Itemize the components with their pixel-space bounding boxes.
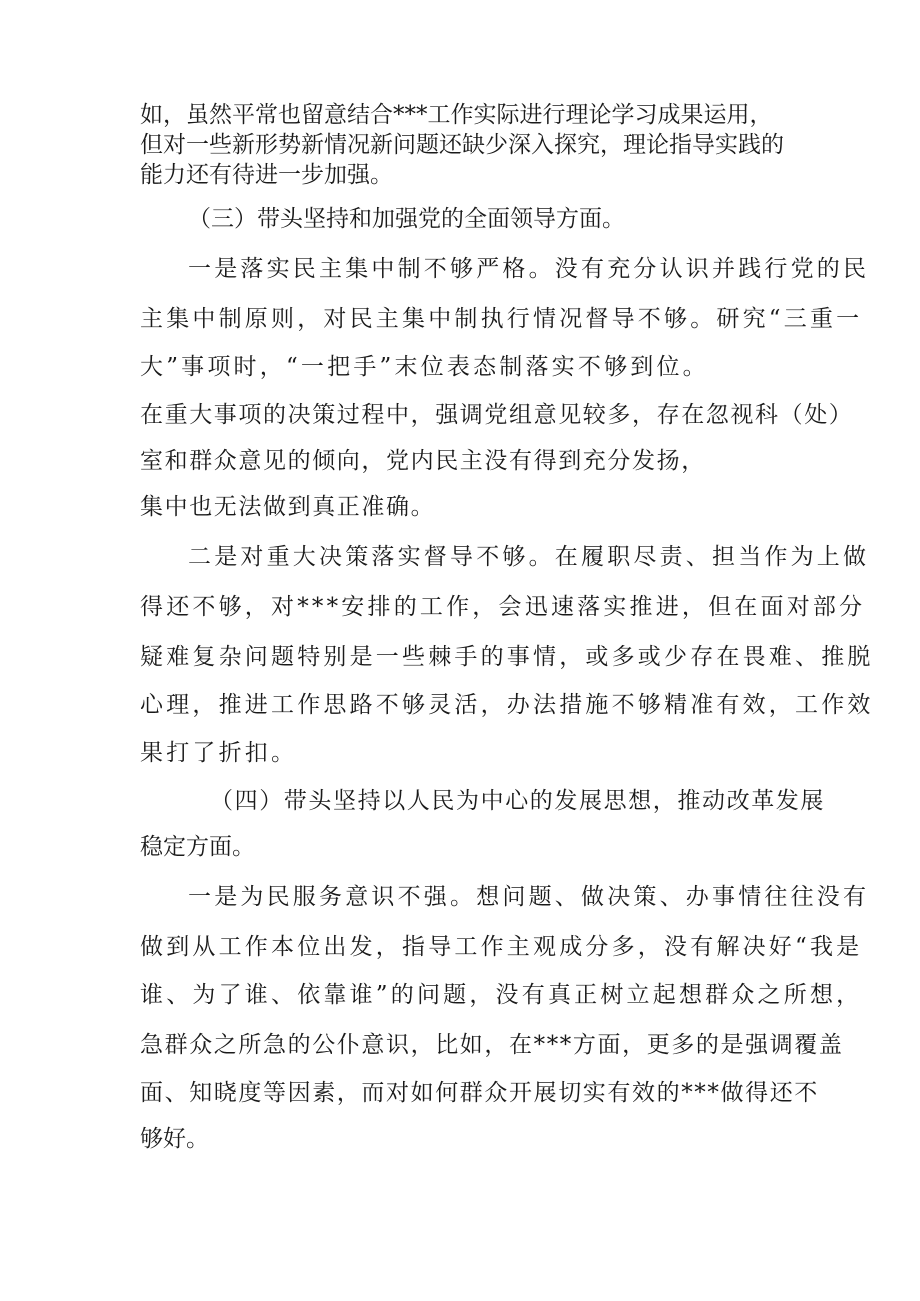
text-line: 室和群众意见的倾向，党内民主没有得到充分发扬，: [140, 448, 706, 474]
text-line: 集中也无法做到真正准确。: [140, 494, 436, 520]
text-line: 能力还有待进一步加强。: [140, 162, 393, 188]
section-heading-3: （三）带头坚持和加强党的全面领导方面。: [188, 206, 625, 232]
text-line: 心理，推进工作思路不够灵活，办法措施不够精准有效，工作效: [140, 692, 874, 718]
text-line: 疑难复杂问题特别是一些棘手的事情，或多或少存在畏难、推脱: [140, 644, 874, 670]
text-line: 二是对重大决策落实督导不够。在履职尽责、担当作为上做: [188, 544, 870, 570]
text-line: 一是落实民主集中制不够严格。没有充分认识并践行党的民: [188, 256, 870, 282]
text-line: 面、知晓度等因素，而对如何群众开展切实有效的***做得还不: [140, 1080, 819, 1106]
text-line: 够好。: [140, 1126, 209, 1152]
text-line: 一是为民服务意识不强。想问题、做决策、办事情往往没有: [188, 884, 870, 910]
text-line: 做到从工作本位出发，指导工作主观成分多，没有解决好“我是: [140, 934, 863, 960]
text-line: 果打了折扣。: [140, 740, 298, 766]
text-line: 得还不够，对***安排的工作，会迅速落实推进，但在面对部分: [140, 594, 866, 620]
text-line: 急群众之所急的公仆意识，比如，在***方面，更多的是强调覆盖: [140, 1032, 844, 1058]
text-line: 大”事项时，“一把手”末位表态制落实不够到位。: [140, 354, 709, 380]
section-heading-4: （四）带头坚持以人民为中心的发展思想，推动改革发展: [210, 788, 825, 814]
section-heading-4-cont: 稳定方面。: [140, 834, 255, 860]
text-line: 如，虽然平常也留意结合***工作实际进行理论学习成果运用，: [140, 102, 773, 128]
text-line: 谁、为了谁、依靠谁”的问题，没有真正树立起想群众之所想，: [140, 982, 863, 1008]
text-line: 在重大事项的决策过程中，强调党组意见较多，存在忽视科（处）: [140, 402, 854, 428]
text-line: 但对一些新形势新情况新问题还缺少深入探究，理论指导实践的: [140, 132, 784, 158]
text-line: 主集中制原则，对民主集中制执行情况督导不够。研究“三重一: [140, 306, 863, 332]
